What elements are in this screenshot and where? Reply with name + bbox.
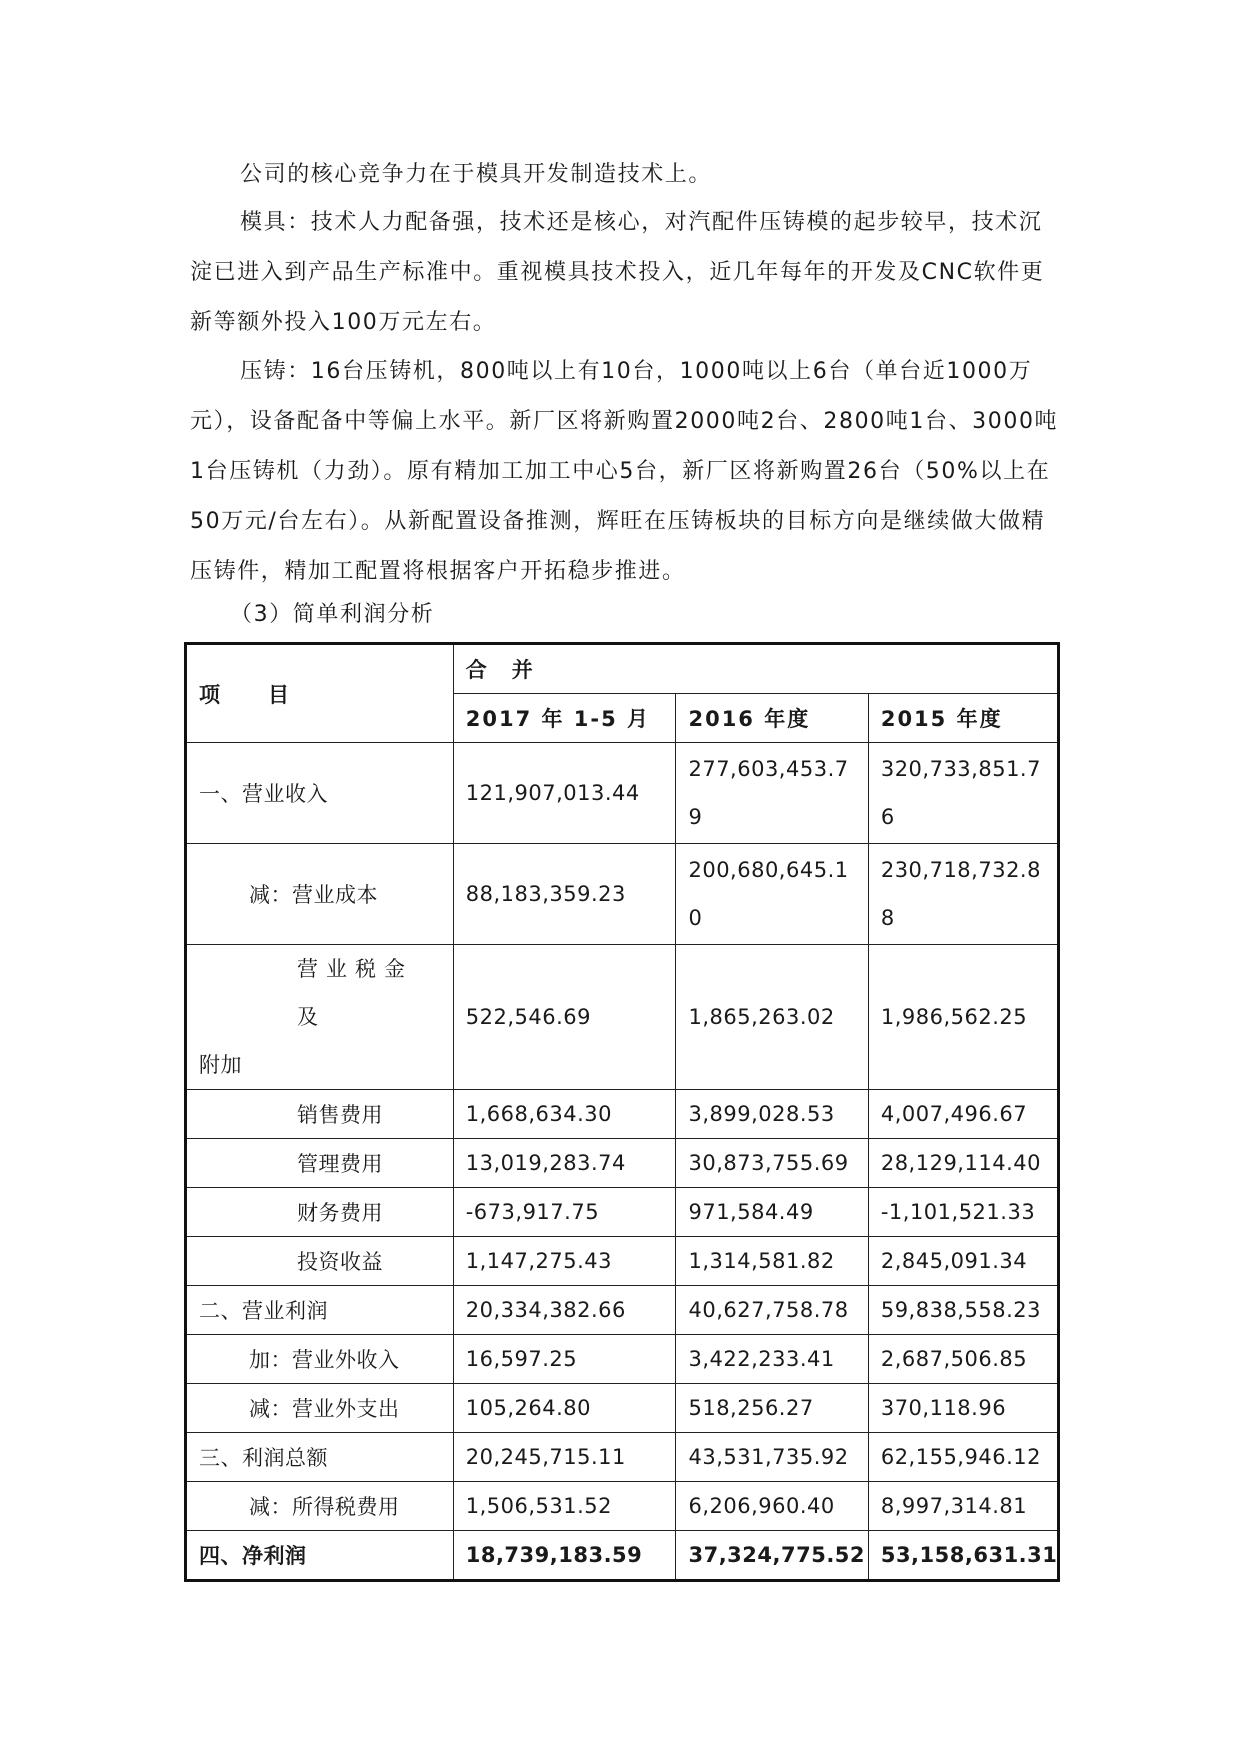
row-label-line1: 营业税金及 [297,957,413,1029]
table-row [186,1188,1059,1237]
row-label: 加：营业外收入 [186,1335,454,1384]
profit-table [184,642,1060,1582]
table-row [186,844,1059,945]
table-row [186,743,1059,844]
item-header: 项 目 [186,644,454,743]
cell-value: 8,997,314.81 [868,1482,1058,1531]
cell-value: 1,314,581.82 [676,1237,868,1286]
cell-value: 1,986,562.25 [868,945,1058,1090]
cell-value: 105,264.80 [453,1384,676,1433]
cell-value: 13,019,283.74 [453,1139,676,1188]
cell-value: 230,718,732.88 [868,844,1058,945]
table-row [186,1384,1059,1433]
cell-value: 2,845,091.34 [868,1237,1058,1286]
cell-value: 20,334,382.66 [453,1286,676,1335]
row-label: 一、营业收入 [186,743,454,844]
cell-value: 1,506,531.52 [453,1482,676,1531]
row-label: 二、营业利润 [186,1286,454,1335]
row-label: 四、净利润 [186,1531,454,1581]
row-label [186,945,454,1090]
table-row [186,1090,1059,1139]
cell-value: 277,603,453.79 [676,743,868,844]
row-label: 财务费用 [186,1188,454,1237]
cell-value: 1,668,634.30 [453,1090,676,1139]
cell-value: 3,899,028.53 [676,1090,868,1139]
merge-header: 合 并 [453,644,1058,694]
paragraph-core-competence: 公司的核心竞争力在于模具开发制造技术上。 [240,162,713,187]
table-row [186,1237,1059,1286]
cell-value: 62,155,946.12 [868,1433,1058,1482]
row-label: 减：营业外支出 [186,1384,454,1433]
cell-value: 43,531,735.92 [676,1433,868,1482]
cell-value: 121,907,013.44 [453,743,676,844]
cell-value: 53,158,631.31 [868,1531,1058,1581]
column-header: 2016 年度 [676,694,868,743]
table-row [186,1286,1059,1335]
table-row [186,1139,1059,1188]
cell-value: 522,546.69 [453,945,676,1090]
column-header: 2015 年度 [868,694,1058,743]
table-row [186,1482,1059,1531]
cell-value: -673,917.75 [453,1188,676,1237]
cell-value: 28,129,114.40 [868,1139,1058,1188]
cell-value: 37,324,775.52 [676,1531,868,1581]
table-row-total [186,1531,1059,1581]
cell-value: 3,422,233.41 [676,1335,868,1384]
column-header: 2017 年 1-5 月 [453,694,676,743]
cell-value: 1,147,275.43 [453,1237,676,1286]
section-subtitle: （3）简单利润分析 [230,602,435,627]
cell-value: 6,206,960.40 [676,1482,868,1531]
cell-value: 18,739,183.59 [453,1531,676,1581]
paragraph-mold: 模具：技术人力配备强，技术还是核心，对汽配件压铸模的起步较早，技术沉淀已进入到产品生产标准中。重视模具技术投入，近几年每年的开发及CNC软件更新等额外投入100万元左右。 [190,210,1045,335]
row-label: 三、利润总额 [186,1433,454,1482]
table-row [186,1335,1059,1384]
row-label: 管理费用 [186,1139,454,1188]
cell-value: 2,687,506.85 [868,1335,1058,1384]
cell-value: 16,597.25 [453,1335,676,1384]
cell-value: 88,183,359.23 [453,844,676,945]
cell-value: 518,256.27 [676,1384,868,1433]
cell-value: 30,873,755.69 [676,1139,868,1188]
paragraph-die-casting: 压铸：16台压铸机，800吨以上有10台，1000吨以上6台（单台近1000万元），设备配备中等偏上水平。新厂区将新购置2000吨2台、2800吨1台、3000吨1台压铸机（力劲）。原有精加工加工中心5台，新厂区将新购置26台（50%以上在50万元/台左右）。从新配置设备推测，辉旺在压铸板块的目标方向是继续做大做精压铸件，精加工配置将根据客户开拓稳步推进。 [190,359,1059,584]
cell-value: 971,584.49 [676,1188,868,1237]
cell-value: 370,118.96 [868,1384,1058,1433]
table-row [186,945,1059,1090]
row-label-line2: 附加 [199,1053,242,1077]
table-row [186,1433,1059,1482]
cell-value: 59,838,558.23 [868,1286,1058,1335]
cell-value: 320,733,851.76 [868,743,1058,844]
cell-value: 4,007,496.67 [868,1090,1058,1139]
cell-value: 20,245,715.11 [453,1433,676,1482]
cell-value: 200,680,645.10 [676,844,868,945]
cell-value: 1,865,263.02 [676,945,868,1090]
row-label: 减：所得税费用 [186,1482,454,1531]
cell-value: -1,101,521.33 [868,1188,1058,1237]
row-label: 投资收益 [186,1237,454,1286]
cell-value: 40,627,758.78 [676,1286,868,1335]
row-label: 销售费用 [186,1090,454,1139]
row-label: 减：营业成本 [186,844,454,945]
